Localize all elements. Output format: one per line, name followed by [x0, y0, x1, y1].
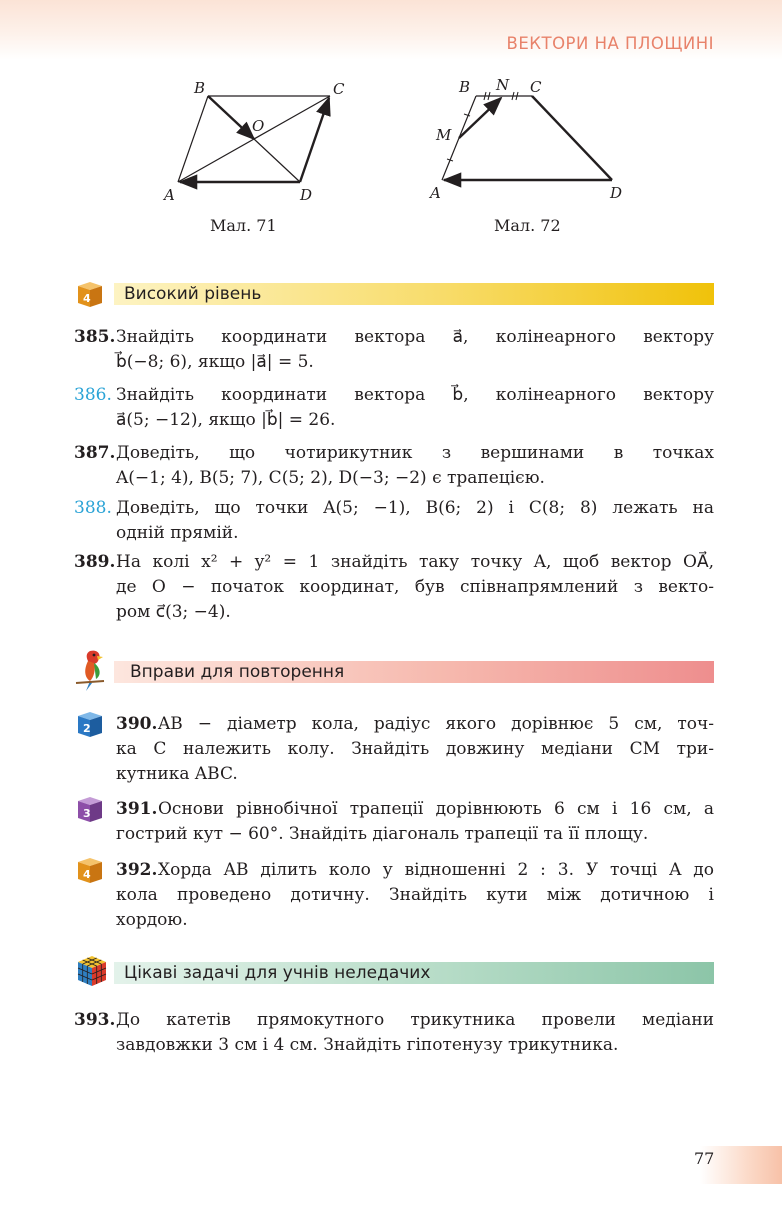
svg-text:4: 4 — [83, 292, 91, 305]
problem-text-line: кола проведено дотичну. Знайдіть кути між дотичною і — [116, 885, 714, 905]
problem-text-line: де O − початок координат, був співнапрямлений з векто- — [116, 577, 714, 597]
section-title-review: Вправи для повторення — [130, 662, 345, 682]
fig72-label-m: M — [436, 126, 452, 144]
problem-number: 392. — [116, 860, 158, 880]
problem-number: 387. — [74, 443, 116, 463]
problem-393 — [74, 1008, 714, 1058]
problem-385 — [74, 325, 714, 375]
level-4-cube-icon — [74, 280, 104, 308]
problem-text-line: A(−1; 4), B(5; 7), C(5; 2), D(−3; −2) є трапецією. — [116, 468, 545, 488]
problem-390 — [74, 712, 714, 787]
svg-text:2: 2 — [83, 722, 91, 735]
fig71-label-b: B — [194, 79, 206, 97]
problem-389 — [74, 550, 714, 625]
fig72-label-d: D — [610, 184, 623, 202]
problem-text-line: b⃗(−8; 6), якщо |a⃗| = 5. — [116, 352, 314, 372]
problem-text-line: кутника ABC. — [116, 764, 238, 784]
problem-number: 391. — [116, 799, 158, 819]
svg-text:3: 3 — [83, 807, 91, 820]
problem-text-line: завдовжки 3 см і 4 см. Знайдіть гіпотенузу трикутника. — [116, 1035, 619, 1055]
rubiks-cube-icon — [74, 954, 110, 988]
problem-391 — [74, 797, 714, 847]
fig71-label-o: O — [252, 117, 265, 135]
parrot-icon — [70, 647, 110, 693]
problem-388 — [74, 496, 714, 546]
problem-text-line: На колі x² + y² = 1 знайдіть таку точку A, щоб вектор OA⃗, — [116, 552, 714, 572]
fig72-label-n: N — [496, 76, 510, 94]
problem-text-line: Доведіть, що точки A(5; −1), B(6; 2) і C(8; 8) лежать на — [116, 498, 714, 518]
problem-text-line: ром c⃗(3; −4). — [116, 602, 231, 622]
section-title-fun-problems: Цікаві задачі для учнів неледачих — [124, 963, 431, 983]
problem-text-line: одній прямій. — [116, 523, 239, 543]
problem-number: 393. — [74, 1010, 116, 1030]
problem-392 — [74, 858, 714, 933]
page-number: 77 — [694, 1149, 715, 1168]
figure-72-caption: Мал. 72 — [494, 216, 561, 235]
figure-71-caption: Мал. 71 — [210, 216, 277, 235]
running-title: ВЕКТОРИ НА ПЛОЩИНІ — [506, 34, 714, 53]
problem-text-line: До катетів прямокутного трикутника провели медіани — [116, 1010, 714, 1030]
fig72-label-c: C — [530, 78, 542, 96]
problem-number: 386. — [74, 385, 112, 405]
fig71-label-c: C — [333, 80, 345, 98]
problem-text-line: a⃗(5; −12), якщо |b⃗| = 26. — [116, 410, 336, 430]
problem-text-line: Знайдіть координати вектора b⃗, колінеарного вектору — [116, 385, 714, 405]
problem-number: 388. — [74, 498, 112, 518]
problem-number: 389. — [74, 552, 116, 572]
section-title-high-level: Високий рівень — [124, 284, 262, 304]
figure-72 — [420, 74, 640, 204]
problem-number: 390. — [116, 714, 158, 734]
problem-text-line: гострий кут − 60°. Знайдіть діагональ трапеції та її площу. — [116, 824, 649, 844]
problem-text-line: AB − діаметр кола, радіус якого дорівнює 5 см, точ- — [158, 714, 714, 734]
problem-text-line: Знайдіть координати вектора a⃗, колінеарного вектору — [116, 327, 714, 347]
section-review — [74, 661, 714, 683]
fig71-label-d: D — [300, 186, 313, 204]
problem-text-line: Основи рівнобічної трапеції дорівнюють 6 см і 16 см, а — [158, 799, 714, 819]
problem-text-line: Хорда AB ділить коло у відношенні 2 : 3. У точці A до — [158, 860, 714, 880]
fig72-label-b: B — [459, 78, 471, 96]
fig71-label-a: A — [164, 186, 175, 204]
problem-387 — [74, 441, 714, 491]
problem-text-line: ка C належить колу. Знайдіть довжину медіани CM три- — [116, 739, 714, 759]
section-fun-problems — [74, 962, 714, 984]
svg-text:4: 4 — [83, 868, 91, 881]
figure-71 — [150, 74, 370, 204]
problem-number: 385. — [74, 327, 116, 347]
problem-386 — [74, 383, 714, 433]
section-high-level — [74, 283, 714, 305]
fig72-label-a: A — [430, 184, 441, 202]
problem-text-line: Доведіть, що чотирикутник з вершинами в точках — [116, 443, 714, 463]
problem-text-line: хордою. — [116, 910, 188, 930]
